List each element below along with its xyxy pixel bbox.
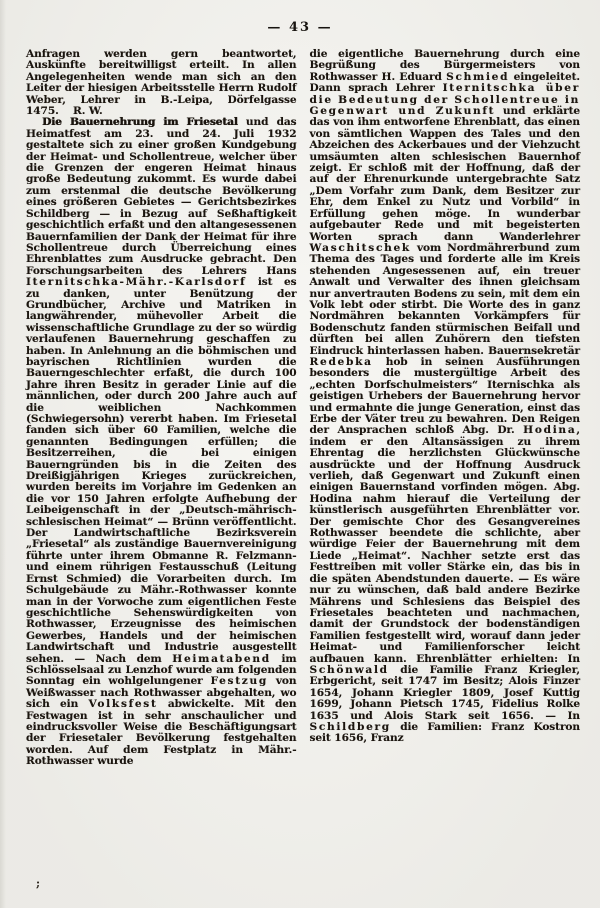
right-column (310, 49, 581, 768)
text-segment: Waschitschek (309, 241, 411, 254)
text-segment: Heimatabend (172, 652, 271, 665)
text-segment: ist es zu danken, unter Benützung der Grundbücher, Archive und Matriken in langwährender, mühevoller Arbeit die wissenschaftliche Grundlage zu der so würdig verlaufenen Bauernehrung geschaffen zu haben. In Anlehnung an die böhmischen und bayrischen Richtlinien wurden die Bauerngeschlechter erfaßt, die durch 100 Jahre ihren Besitz in gerader Linie auf die männlichen, oder durch 200 Jahre auch auf die weiblichen Nachkommen (Schwiegersohn) vererbt haben. Im Friesetal fanden sich über 60 Familien, welche die genannten Bedingungen erfüllen; die Besitzerreihen, die bei einigen Bauerngründen bis in die Zeiten des Dreißigjährigen Krieges zurückreichen, wurden bereits im Vorjahre im Gedenken an die vor 150 Jahren erfolgte Aufhebung der Leibeigenschaft in der „Deutsch-mährisch-schlesischen Heimat“ — Brünn veröffentlicht. Der Landwirtschaftliche Bezirksverein „Friesetal“ als zuständige Bauernvereinigung führte unter ihrem Obmanne R. Felzmann- und einem rührigen Festausschuß (Leitung Ernst Schmied) die Vorarbeiten durch. Im Schulgebäude zu Mähr.-Rothwasser konnte man in der Vorwoche zum eigentlichen Feste geschichtliche Sehenswürdigkeiten von Rothwasser, Erzeugnisse des heimischen Gewerbes, Handels und der heimischen Landwirtschaft und Industrie ausgestellt sehen. — Nach dem (26, 276, 297, 665)
paragraph (26, 117, 297, 767)
text-segment: die Familie Franz Kriegler, Erbgericht, seit 1747 im Besitz; Alois Finzer 1654, Johann Kriegler 1809, Josef Kuttig 1699, Johann Pietsch 1745, Fidelius Rolke 1635 und Alois Stark seit 1656. — In (309, 663, 580, 722)
text-segment: Redebka (309, 355, 373, 368)
left-column (26, 49, 297, 768)
text-segment: und erklärte das von ihm entworfene Ehrenblatt, das einen von sämtlichen Wappen des Tales und den Abzeichen des Ackerbaues und der Viehzucht umsäumten alten schlesischen Bauernhof zeigt. Er schloß mit der Hoffnung, daß der auf der Ehrenurkunde untergebrachte Satz „Dem Vorfahr zum Dank, dem Besitzer zur Ehr, dem Enkel zu Nutz und Vorbild“ in Erfüllung gehen möge. In wunderbar aufgebauter Rede und mit begeisterten Worten sprach dann Wanderlehrer (309, 105, 580, 243)
text-segment: Die Bauernehrung im Friesetal (42, 116, 238, 129)
text-segment: Volksfest (88, 698, 158, 711)
text-segment: hob in seinen Ausführungen besonders die mustergültige Arbeit des „echten Dorfschulmeisters“ Iternischka als geistigen Urhebers der Bauernehrung hervor und ermahnte die junge Generation, einst das Erbe der Väter treu zu bewahren. Den Reigen der Ansprachen schloß Abg. Dr. (309, 355, 580, 437)
paragraph (26, 49, 297, 117)
text-segment: abwickelte. Mit den Festwagen ist in sehr anschaulicher und eindrucksvoller Weise die Beschäftigungsart der Friesetaler Bevölkerung festgehalten worden. Auf dem Festplatz in Mähr.-Rothwasser wurde (26, 698, 297, 768)
text-columns (0, 35, 600, 768)
text-segment: im Schlösselsaal zu Lenzhof wurde am folgenden Sonntag ein wohlgelungener (26, 652, 297, 688)
text-segment: , indem er den Altansässigen zu ihrem Ehrentag die herzlichsten Glückwünsche ausdrückte und der Hoffnung Ausdruck verlieh, daß Gegenwart und Zukunft einen einigen Bauernstand vorfinden mögen. Abg. Hodina nahm hierauf die Verteilung der künstlerisch ausgeführten Ehrenblätter vor. Der gemischte Chor des Gesangvereines Rothwasser beendete die schlichte, aber würdige Feier der Bauernehrung mit dem Liede „Heimat“. Nachher setzte erst das Festtreiben mit voller Stärke ein, das bis in die späten Abendstunden dauerte. — Es wäre nur zu wünschen, daß bald andere Bezirke Mährens und Schlesiens das Beispiel des Friesetales beachteten und nachmachen, damit der Grundstock der bodenständigen Familien festgestellt wird, worauf dann jeder Heimat- und Familienforscher leicht aufbauen kann. Ehrenblätter erhielten: In (309, 424, 580, 665)
text-segment: Iternitschka über die Bedeutung der Schollentreue in Gegenwart und Zukunft (309, 82, 580, 118)
page-number-header: — 43 — (267, 20, 333, 35)
paragraph (310, 49, 581, 745)
scan-artifact-mark: ; (36, 877, 41, 890)
text-segment: eingeleitet. Dann sprach Lehrer (309, 70, 580, 95)
text-segment: Festzug (210, 675, 269, 688)
text-segment: Anfragen werden gern beantwortet, Auskünfte bereitwilligst erteilt. In allen Angelegenheiten wende man sich an den Leiter der hiesigen Arbeitsstelle Herrn Rudolf Weber, Lehrer in B.-Leipa, Dörfelgasse 1475. R. W. (26, 48, 297, 118)
text-segment: vom Nordmährerbund zum Thema des Tages und forderte alle im Kreis stehenden Angesessenen auf, ein treuer Anwalt und Verwalter des ihnen gleichsam nur anvertrauten Bodens zu sein, mit dem ein Volk lebt oder stirbt. Die Worte des in ganz Nordmähren bekannten Vorkämpfers für Bodenschutz fanden stürmischen Beifall und dürften bei allen Zuhörern den tiefsten Eindruck hinterlassen haben. Bauernsekretär (309, 241, 580, 357)
text-segment: Schönwald (309, 663, 389, 676)
text-segment: die eigentliche Bauernehrung durch eine Begrüßung des Bürgermeisters von Rothwasser H. Eduard (309, 48, 580, 83)
text-segment: Schmied (446, 70, 510, 83)
text-segment: und das Heimatfest am 23. und 24. Juli 1932 gestaltete sich zu einer großen Kundgebung der Heimat- und Schollentreue, welcher über die Grenzen der engeren Heimat hinaus große Bedeutung zukommt. Es wurde dabei zum erstenmal die deutsche Bevölkerung eines größeren Gebietes — Gerichtsbezirkes Schildberg — in Bezug auf Seßhaftigkeit geschichtlich erfaßt und den altangesessenen Bauernfamilien der Dank der Heimat für ihre Schollentreue durch Überreichung eines Ehrenblattes zum Ausdrucke gebracht. Den Forschungsarbeiten des Lehrers Hans (26, 116, 297, 277)
text-segment: Schildberg (309, 720, 391, 733)
text-segment: die Familien: Franz Kostron seit 1656, Franz (309, 720, 580, 745)
text-segment: Hodina (523, 424, 577, 437)
text-segment: von Weißwasser nach Rothwasser abgehalten, wo sich ein (26, 675, 297, 711)
text-segment: Iternitschka-Mähr.-Karlsdorf (26, 276, 247, 289)
